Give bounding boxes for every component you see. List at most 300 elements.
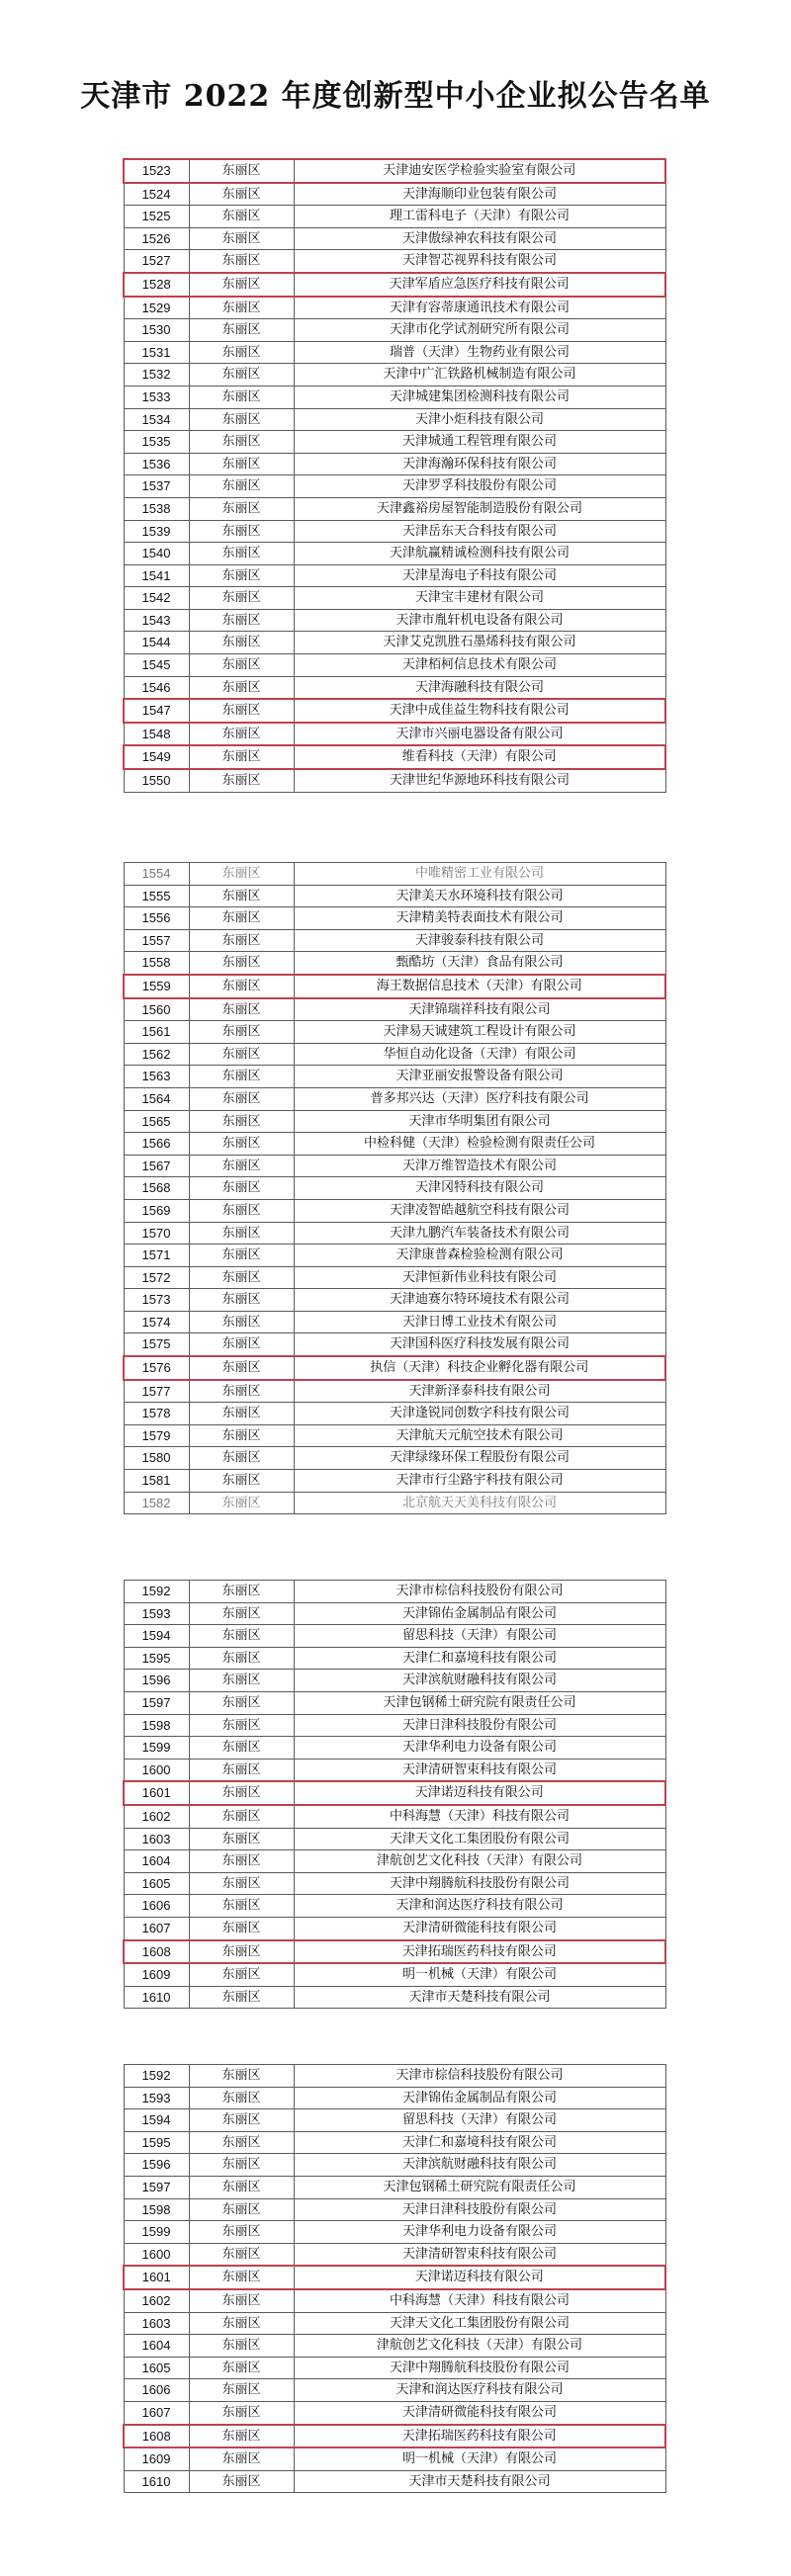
company-name-cell: 津航创艺文化科技（天津）有限公司 — [294, 1850, 665, 1873]
district-cell: 东丽区 — [189, 632, 294, 654]
table-row — [124, 2335, 665, 2358]
district-cell: 东丽区 — [189, 1647, 294, 1670]
company-name-cell: 天津包钢稀土研究院有限责任公司 — [294, 2176, 665, 2198]
table-row — [124, 1759, 665, 1781]
row-number: 1608 — [124, 2425, 189, 2448]
table-row — [124, 250, 665, 273]
table-row — [124, 2401, 665, 2424]
company-name-cell: 天津中广汇铁路机械制造有限公司 — [294, 364, 665, 386]
company-name-cell: 天津和润达医疗科技有限公司 — [294, 1895, 665, 1918]
row-number: 1560 — [124, 998, 189, 1021]
row-number: 1581 — [124, 1470, 189, 1493]
district-cell: 东丽区 — [189, 1424, 294, 1447]
company-name-cell: 天津有容蒂康通讯技术有限公司 — [294, 297, 665, 319]
district-cell: 东丽区 — [189, 2266, 294, 2289]
table-row — [124, 1245, 665, 1267]
table-row — [124, 1222, 665, 1245]
company-name-cell: 天津日津科技股份有限公司 — [294, 2198, 665, 2221]
company-name-cell: 天津恒新伟业科技有限公司 — [294, 1266, 665, 1289]
company-name-cell: 天津航天元航空技术有限公司 — [294, 1424, 665, 1447]
district-cell: 东丽区 — [189, 183, 294, 206]
company-name-cell: 天津清研智束科技有限公司 — [294, 2243, 665, 2266]
row-number: 1537 — [124, 475, 189, 498]
company-name-cell: 天津诺迈科技有限公司 — [294, 1781, 665, 1805]
district-cell: 东丽区 — [189, 609, 294, 632]
row-number: 1608 — [124, 1940, 189, 1964]
company-name-cell: 华恒自动化设备（天津）有限公司 — [294, 1043, 665, 1066]
company-table — [123, 158, 666, 793]
table-section-2 — [123, 862, 664, 1514]
company-name-cell: 天津绿缘环保工程股份有限公司 — [294, 1447, 665, 1470]
row-number: 1539 — [124, 520, 189, 543]
row-number: 1578 — [124, 1403, 189, 1425]
row-number: 1579 — [124, 1424, 189, 1447]
row-number: 1609 — [124, 1963, 189, 1986]
district-cell: 东丽区 — [189, 1110, 294, 1133]
row-number: 1554 — [124, 863, 189, 886]
page-title: 天津市 2022 年度创新型中小企业拟公告名单 — [80, 79, 711, 114]
table-row — [124, 2131, 665, 2154]
company-name-cell: 明一机械（天津）有限公司 — [294, 1963, 665, 1986]
row-number: 1575 — [124, 1333, 189, 1356]
table-row — [124, 1110, 665, 1133]
company-name-cell: 天津迪安医学检验实验室有限公司 — [294, 159, 665, 183]
row-number: 1548 — [124, 723, 189, 746]
district-cell: 东丽区 — [189, 408, 294, 431]
district-cell: 东丽区 — [189, 1470, 294, 1493]
row-number: 1557 — [124, 929, 189, 952]
table-row — [124, 1266, 665, 1289]
row-number: 1540 — [124, 543, 189, 565]
district-cell: 东丽区 — [189, 654, 294, 677]
district-cell: 东丽区 — [189, 386, 294, 408]
table-row — [124, 907, 665, 930]
row-number: 1549 — [124, 745, 189, 769]
row-number: 1602 — [124, 2289, 189, 2312]
district-cell: 东丽区 — [189, 1963, 294, 1986]
company-name-cell: 明一机械（天津）有限公司 — [294, 2447, 665, 2470]
district-cell: 东丽区 — [189, 2447, 294, 2470]
district-cell: 东丽区 — [189, 1581, 294, 1603]
company-name-cell: 天津栢柯信息技术有限公司 — [294, 654, 665, 677]
company-name-cell: 天津锦佑金属制品有限公司 — [294, 2087, 665, 2109]
table-row — [124, 341, 665, 364]
table-row — [124, 408, 665, 431]
company-name-cell: 天津逢锐同创数字科技有限公司 — [294, 1403, 665, 1425]
company-name-cell: 中科海慧（天津）科技有限公司 — [294, 1805, 665, 1828]
table-row-highlighted — [124, 1781, 665, 1805]
table-row — [124, 431, 665, 454]
table-row — [124, 632, 665, 654]
company-name-cell: 天津拓瑞医药科技有限公司 — [294, 1940, 665, 1964]
district-cell: 东丽区 — [189, 1266, 294, 1289]
table-row — [124, 2289, 665, 2312]
table-row — [124, 1691, 665, 1714]
table-row — [124, 609, 665, 632]
company-name-cell: 天津市天楚科技有限公司 — [294, 2470, 665, 2493]
district-cell: 东丽区 — [189, 1066, 294, 1088]
table-row-highlighted — [124, 2425, 665, 2448]
district-cell: 东丽区 — [189, 1133, 294, 1156]
table-row — [124, 1602, 665, 1625]
district-cell: 东丽区 — [189, 1380, 294, 1403]
company-name-cell: 天津市天楚科技有限公司 — [294, 1986, 665, 2009]
district-cell: 东丽区 — [189, 341, 294, 364]
district-cell: 东丽区 — [189, 564, 294, 587]
row-number: 1594 — [124, 2109, 189, 2132]
company-name-cell: 天津海融科技有限公司 — [294, 676, 665, 699]
table-row — [124, 543, 665, 565]
row-number: 1542 — [124, 587, 189, 610]
row-number: 1545 — [124, 654, 189, 677]
district-cell: 东丽区 — [189, 2335, 294, 2358]
row-number: 1541 — [124, 564, 189, 587]
table-row — [124, 227, 665, 250]
row-number: 1526 — [124, 227, 189, 250]
district-cell: 东丽区 — [189, 297, 294, 319]
district-cell: 东丽区 — [189, 273, 294, 297]
table-row — [124, 183, 665, 206]
row-number: 1567 — [124, 1155, 189, 1177]
district-cell: 东丽区 — [189, 676, 294, 699]
row-number: 1592 — [124, 1581, 189, 1603]
company-name-cell: 天津市胤轩机电设备有限公司 — [294, 609, 665, 632]
row-number: 1595 — [124, 1647, 189, 1670]
table-row — [124, 2447, 665, 2470]
table-row — [124, 1333, 665, 1356]
table-row — [124, 1380, 665, 1403]
company-name-cell: 天津傲绿神农科技有限公司 — [294, 227, 665, 250]
row-number: 1601 — [124, 1781, 189, 1805]
row-number: 1600 — [124, 1759, 189, 1781]
table-row — [124, 1021, 665, 1044]
row-number: 1572 — [124, 1266, 189, 1289]
district-cell: 东丽区 — [189, 769, 294, 792]
table-row — [124, 952, 665, 975]
row-number: 1597 — [124, 1691, 189, 1714]
table-row — [124, 1647, 665, 1670]
row-number: 1568 — [124, 1177, 189, 1200]
row-number: 1535 — [124, 431, 189, 454]
table-row — [124, 2087, 665, 2109]
district-cell: 东丽区 — [189, 1222, 294, 1245]
district-cell: 东丽区 — [189, 1043, 294, 1066]
company-table — [123, 1580, 666, 2009]
row-number: 1604 — [124, 1850, 189, 1873]
row-number: 1602 — [124, 1805, 189, 1828]
table-row — [124, 1986, 665, 2009]
company-name-cell: 天津拓瑞医药科技有限公司 — [294, 2425, 665, 2448]
company-name-cell: 留思科技（天津）有限公司 — [294, 1625, 665, 1648]
district-cell: 东丽区 — [189, 2470, 294, 2493]
district-cell: 东丽区 — [189, 1670, 294, 1692]
row-number: 1580 — [124, 1447, 189, 1470]
district-cell: 东丽区 — [189, 1177, 294, 1200]
row-number: 1558 — [124, 952, 189, 975]
company-name-cell: 天津星海电子科技有限公司 — [294, 564, 665, 587]
row-number: 1600 — [124, 2243, 189, 2266]
table-row — [124, 2379, 665, 2402]
company-name-cell: 天津天文化工集团股份有限公司 — [294, 2312, 665, 2335]
row-number: 1603 — [124, 2312, 189, 2335]
table-row-highlighted — [124, 273, 665, 297]
row-number: 1525 — [124, 206, 189, 228]
row-number: 1605 — [124, 1872, 189, 1895]
table-row — [124, 863, 665, 886]
company-name-cell: 海王数据信息技术（天津）有限公司 — [294, 975, 665, 998]
row-number: 1528 — [124, 273, 189, 297]
table-row — [124, 2243, 665, 2266]
company-name-cell: 天津海顺印业包装有限公司 — [294, 183, 665, 206]
row-number: 1536 — [124, 453, 189, 475]
table-row-highlighted — [124, 699, 665, 723]
company-name-cell: 天津城建集团检测科技有限公司 — [294, 386, 665, 408]
table-row — [124, 1963, 665, 1986]
company-name-cell: 天津小炬科技有限公司 — [294, 408, 665, 431]
district-cell: 东丽区 — [189, 2087, 294, 2109]
district-cell: 东丽区 — [189, 159, 294, 183]
district-cell: 东丽区 — [189, 227, 294, 250]
company-name-cell: 天津航赢精诚检测科技有限公司 — [294, 543, 665, 565]
district-cell: 东丽区 — [189, 1602, 294, 1625]
district-cell: 东丽区 — [189, 1781, 294, 1805]
table-row-highlighted — [124, 159, 665, 183]
row-number: 1565 — [124, 1110, 189, 1133]
row-number: 1599 — [124, 2221, 189, 2244]
row-number: 1544 — [124, 632, 189, 654]
company-name-cell: 天津世纪华源地环科技有限公司 — [294, 769, 665, 792]
row-number: 1604 — [124, 2335, 189, 2358]
company-name-cell: 北京航天天美科技有限公司 — [294, 1492, 665, 1514]
company-name-cell: 天津万维智造技术有限公司 — [294, 1155, 665, 1177]
district-cell: 东丽区 — [189, 975, 294, 998]
district-cell: 东丽区 — [189, 2131, 294, 2154]
district-cell: 东丽区 — [189, 1805, 294, 1828]
district-cell: 东丽区 — [189, 929, 294, 952]
district-cell: 东丽区 — [189, 1940, 294, 1964]
row-number: 1598 — [124, 1714, 189, 1737]
table-row — [124, 1828, 665, 1850]
row-number: 1523 — [124, 159, 189, 183]
row-number: 1569 — [124, 1199, 189, 1222]
row-number: 1532 — [124, 364, 189, 386]
table-row — [124, 386, 665, 408]
table-section-4 — [123, 2064, 664, 2493]
district-cell: 东丽区 — [189, 2109, 294, 2132]
row-number: 1563 — [124, 1066, 189, 1088]
company-name-cell: 中唯精密工业有限公司 — [294, 863, 665, 886]
row-number: 1599 — [124, 1737, 189, 1760]
district-cell: 东丽区 — [189, 2198, 294, 2221]
table-row — [124, 453, 665, 475]
row-number: 1573 — [124, 1289, 189, 1312]
district-cell: 东丽区 — [189, 1447, 294, 1470]
row-number: 1609 — [124, 2447, 189, 2470]
table-body — [124, 159, 665, 792]
row-number: 1564 — [124, 1087, 189, 1110]
company-name-cell: 中科海慧（天津）科技有限公司 — [294, 2289, 665, 2312]
district-cell: 东丽区 — [189, 520, 294, 543]
company-name-cell: 维看科技（天津）有限公司 — [294, 745, 665, 769]
row-number: 1529 — [124, 297, 189, 319]
district-cell: 东丽区 — [189, 2154, 294, 2177]
row-number: 1603 — [124, 1828, 189, 1850]
district-cell: 东丽区 — [189, 453, 294, 475]
district-cell: 东丽区 — [189, 206, 294, 228]
district-cell: 东丽区 — [189, 2425, 294, 2448]
company-name-cell: 天津清研微能科技有限公司 — [294, 1917, 665, 1939]
district-cell: 东丽区 — [189, 1155, 294, 1177]
company-name-cell: 天津市棕信科技股份有限公司 — [294, 2065, 665, 2088]
table-row — [124, 1199, 665, 1222]
company-name-cell: 天津锦瑞祥科技有限公司 — [294, 998, 665, 1021]
row-number: 1531 — [124, 341, 189, 364]
district-cell: 东丽区 — [189, 1828, 294, 1850]
table-row-highlighted — [124, 745, 665, 769]
table-row — [124, 929, 665, 952]
row-number: 1598 — [124, 2198, 189, 2221]
district-cell: 东丽区 — [189, 863, 294, 886]
row-number: 1607 — [124, 1917, 189, 1939]
company-table — [123, 2064, 666, 2493]
row-number: 1607 — [124, 2401, 189, 2424]
company-name-cell: 留思科技（天津）有限公司 — [294, 2109, 665, 2132]
row-number: 1527 — [124, 250, 189, 273]
district-cell: 东丽区 — [189, 250, 294, 273]
table-row — [124, 654, 665, 677]
company-name-cell: 天津市兴丽电器设备有限公司 — [294, 723, 665, 746]
row-number: 1606 — [124, 2379, 189, 2402]
row-number: 1582 — [124, 1492, 189, 1514]
company-name-cell: 天津锦佑金属制品有限公司 — [294, 1602, 665, 1625]
company-name-cell: 理工雷科电子（天津）有限公司 — [294, 206, 665, 228]
table-row — [124, 2357, 665, 2379]
row-number: 1596 — [124, 2154, 189, 2177]
table-row-highlighted — [124, 1940, 665, 1964]
table-row — [124, 2198, 665, 2221]
table-row — [124, 1714, 665, 1737]
company-name-cell: 天津康普森检验检测有限公司 — [294, 1245, 665, 1267]
company-name-cell: 天津军盾应急医疗科技有限公司 — [294, 273, 665, 297]
company-name-cell: 天津城通工程管理有限公司 — [294, 431, 665, 454]
district-cell: 东丽区 — [189, 907, 294, 930]
table-row — [124, 1133, 665, 1156]
district-cell: 东丽区 — [189, 1021, 294, 1044]
company-name-cell: 天津天文化工集团股份有限公司 — [294, 1828, 665, 1850]
table-row — [124, 1805, 665, 1828]
table-row — [124, 497, 665, 520]
table-row — [124, 2470, 665, 2493]
district-cell: 东丽区 — [189, 1691, 294, 1714]
company-name-cell: 天津岳东天合科技有限公司 — [294, 520, 665, 543]
table-row — [124, 2312, 665, 2335]
company-name-cell: 天津市棕信科技股份有限公司 — [294, 1581, 665, 1603]
row-number: 1533 — [124, 386, 189, 408]
company-name-cell: 天津鑫裕房屋智能制造股份有限公司 — [294, 497, 665, 520]
company-name-cell: 天津和润达医疗科技有限公司 — [294, 2379, 665, 2402]
table-body — [124, 2065, 665, 2493]
table-row — [124, 1872, 665, 1895]
district-cell: 东丽区 — [189, 2312, 294, 2335]
table-row — [124, 1447, 665, 1470]
row-number: 1562 — [124, 1043, 189, 1066]
district-cell: 东丽区 — [189, 2401, 294, 2424]
table-section-3 — [123, 1580, 664, 2009]
district-cell: 东丽区 — [189, 1311, 294, 1333]
table-row — [124, 364, 665, 386]
district-cell: 东丽区 — [189, 1759, 294, 1781]
company-name-cell: 天津日津科技股份有限公司 — [294, 1714, 665, 1737]
company-name-cell: 天津市华明集团有限公司 — [294, 1110, 665, 1133]
company-name-cell: 天津日博工业技术有限公司 — [294, 1311, 665, 1333]
row-number: 1566 — [124, 1133, 189, 1156]
row-number: 1570 — [124, 1222, 189, 1245]
row-number: 1601 — [124, 2266, 189, 2289]
company-name-cell: 天津冈特科技有限公司 — [294, 1177, 665, 1200]
row-number: 1546 — [124, 676, 189, 699]
district-cell: 东丽区 — [189, 952, 294, 975]
company-name-cell: 中检科健（天津）检验检测有限责任公司 — [294, 1133, 665, 1156]
district-cell: 东丽区 — [189, 2357, 294, 2379]
table-row — [124, 1670, 665, 1692]
company-name-cell: 天津仁和嘉境科技有限公司 — [294, 1647, 665, 1670]
district-cell: 东丽区 — [189, 2379, 294, 2402]
district-cell: 东丽区 — [189, 364, 294, 386]
company-name-cell: 天津诺迈科技有限公司 — [294, 2266, 665, 2289]
company-name-cell: 普多邦兴达（天津）医疗科技有限公司 — [294, 1087, 665, 1110]
row-number: 1595 — [124, 2131, 189, 2154]
table-row — [124, 1043, 665, 1066]
company-name-cell: 天津市化学试剂研究所有限公司 — [294, 319, 665, 342]
row-number: 1594 — [124, 1625, 189, 1648]
company-name-cell: 天津美天水环境科技有限公司 — [294, 885, 665, 907]
district-cell: 东丽区 — [189, 2176, 294, 2198]
table-row — [124, 2109, 665, 2132]
district-cell: 东丽区 — [189, 1087, 294, 1110]
company-name-cell: 天津海瀚环保科技有限公司 — [294, 453, 665, 475]
district-cell: 东丽区 — [189, 1492, 294, 1514]
district-cell: 东丽区 — [189, 2221, 294, 2244]
row-number: 1524 — [124, 183, 189, 206]
district-cell: 东丽区 — [189, 2289, 294, 2312]
table-row — [124, 2221, 665, 2244]
district-cell: 东丽区 — [189, 587, 294, 610]
company-name-cell: 天津滨航财融科技有限公司 — [294, 2154, 665, 2177]
table-row — [124, 998, 665, 1021]
district-cell: 东丽区 — [189, 1986, 294, 2009]
company-name-cell: 天津智芯视界科技有限公司 — [294, 250, 665, 273]
row-number: 1559 — [124, 975, 189, 998]
table-row — [124, 1470, 665, 1493]
company-name-cell: 天津华利电力设备有限公司 — [294, 2221, 665, 2244]
table-row — [124, 1177, 665, 1200]
table-row — [124, 1311, 665, 1333]
table-body — [124, 1581, 665, 2009]
company-name-cell: 天津国科医疗科技发展有限公司 — [294, 1333, 665, 1356]
row-number: 1606 — [124, 1895, 189, 1918]
company-name-cell: 天津中成佳益生物科技有限公司 — [294, 699, 665, 723]
table-row — [124, 1087, 665, 1110]
district-cell: 东丽区 — [189, 745, 294, 769]
table-row — [124, 1625, 665, 1648]
table-row — [124, 1737, 665, 1760]
district-cell: 东丽区 — [189, 885, 294, 907]
table-row — [124, 1895, 665, 1918]
company-name-cell: 天津迪赛尔特环境技术有限公司 — [294, 1289, 665, 1312]
row-number: 1534 — [124, 408, 189, 431]
table-body — [124, 863, 665, 1514]
row-number: 1610 — [124, 2470, 189, 2493]
